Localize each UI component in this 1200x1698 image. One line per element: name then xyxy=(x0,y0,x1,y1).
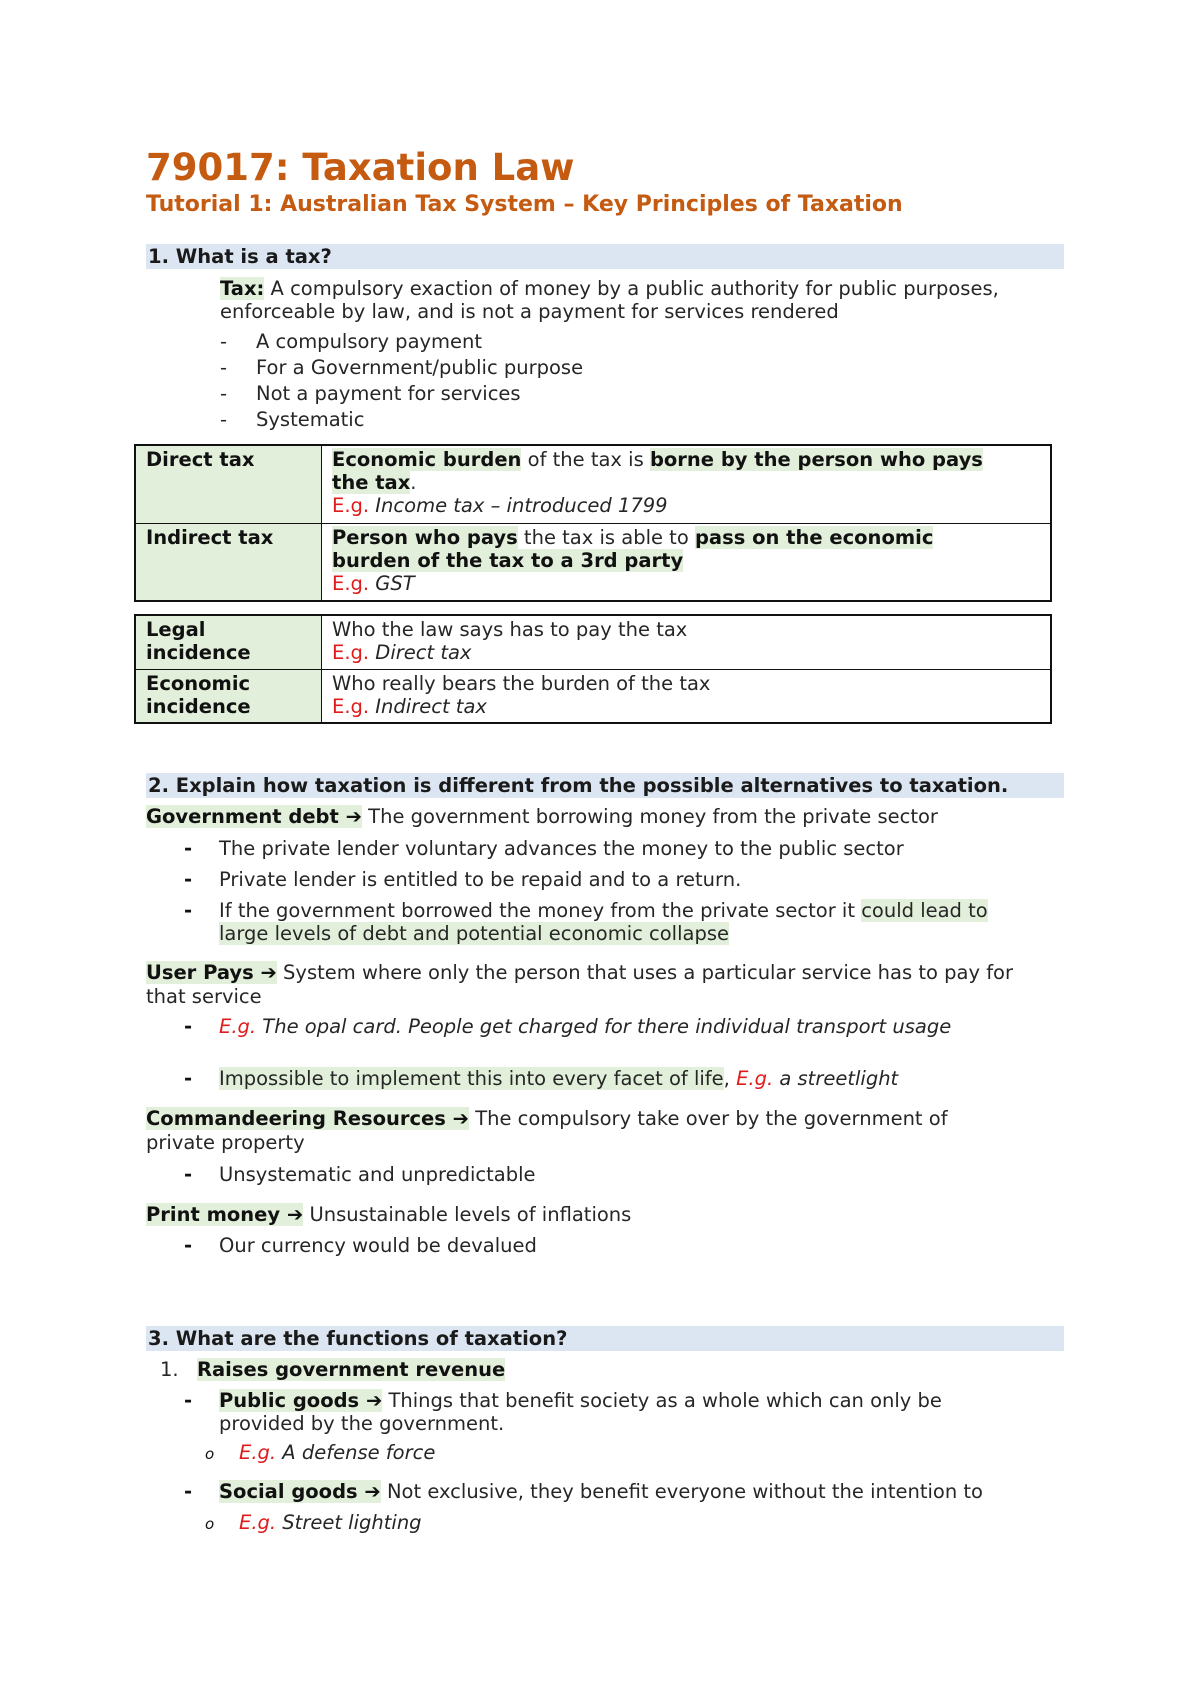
example-label: E.g. xyxy=(239,1511,277,1534)
public-goods-line2: provided by the government. xyxy=(219,1412,505,1435)
text: of the tax is xyxy=(521,448,650,471)
text: . xyxy=(410,471,417,494)
highlight-text: Economic burden xyxy=(332,448,522,471)
highlight-text: could lead to xyxy=(861,899,988,922)
bullet-dash: - xyxy=(184,868,193,891)
page-subtitle: Tutorial 1: Australian Tax System – Key Principles of Taxation xyxy=(146,192,903,217)
public-goods-line xyxy=(219,1389,942,1412)
indirect-tax-description xyxy=(322,523,1052,601)
list-item: Our currency would be devalued xyxy=(219,1234,537,1257)
user-pays-line xyxy=(146,961,1013,984)
highlight-text: Person who pays xyxy=(332,525,518,549)
label-line: incidence xyxy=(146,641,251,664)
example-text: A defense force xyxy=(276,1441,436,1464)
sub-bullet-marker: o xyxy=(205,1515,215,1533)
bullet-dash: - xyxy=(184,1234,193,1257)
text: If the government borrowed the money from the private sector it xyxy=(219,899,862,922)
list-item: Private lender is entitled to be repaid and to a return. xyxy=(219,868,742,891)
list-item: Not a payment for services xyxy=(256,382,521,405)
table-row xyxy=(135,445,1051,523)
direct-tax-label: Direct tax xyxy=(135,445,322,523)
tax-definition-label: Tax: xyxy=(220,277,265,300)
text: Things that benefit society as a whole which can only be xyxy=(382,1389,942,1412)
legal-incidence-description xyxy=(322,615,1052,669)
list-item xyxy=(219,1015,951,1038)
table-row xyxy=(135,523,1051,601)
highlight-text: pass on the economic xyxy=(694,525,934,549)
text: The government borrowing money from the private sector xyxy=(361,805,938,828)
list-item: Systematic xyxy=(256,408,365,431)
highlight-text: borne by the person who pays xyxy=(649,448,983,471)
question-2-heading: 2. Explain how taxation is different from the possible alternatives to taxation. xyxy=(148,774,1009,797)
bullet-dash: - xyxy=(184,899,193,922)
example-label: E.g. xyxy=(332,494,370,517)
user-pays-line2: that service xyxy=(146,985,262,1008)
list-item xyxy=(219,899,988,922)
tax-definition-line2: enforceable by law, and is not a payment for services rendered xyxy=(220,300,839,323)
text: Not exclusive, they benefit everyone without the intention to xyxy=(380,1480,983,1503)
page-title: 79017: Taxation Law xyxy=(146,146,575,189)
economic-incidence-label xyxy=(135,669,322,723)
list-item: The private lender voluntary advances the money to the public sector xyxy=(219,837,904,860)
function-item-number: 1. xyxy=(160,1358,179,1381)
bullet-dash: - xyxy=(220,356,228,379)
table-row xyxy=(135,669,1051,723)
commandeering-label: Commandeering Resources ➔ xyxy=(146,1107,469,1130)
indirect-tax-label: Indirect tax xyxy=(135,523,322,601)
text: System where only the person that uses a particular service has to pay for xyxy=(276,961,1014,984)
tax-definition-text: A compulsory exaction of money by a public authority for public purposes, xyxy=(264,277,999,300)
bullet-dash: - xyxy=(220,408,228,431)
commandeering-line xyxy=(146,1107,948,1130)
question-1-heading: 1. What is a tax? xyxy=(148,245,332,268)
table-row xyxy=(135,615,1051,669)
print-money-line xyxy=(146,1203,631,1226)
label-line: incidence xyxy=(146,694,251,718)
example-text: The opal card. People get charged for there individual transport usage xyxy=(256,1015,952,1038)
example-label: E.g. xyxy=(332,694,370,718)
label-line: Legal xyxy=(146,618,206,641)
example-text: a streetlight xyxy=(773,1067,899,1090)
economic-incidence-description xyxy=(322,669,1052,723)
list-item: Unsystematic and unpredictable xyxy=(219,1163,536,1186)
text: , xyxy=(723,1067,737,1090)
bullet-dash: - xyxy=(220,330,228,353)
list-item-continued xyxy=(219,922,729,945)
public-goods-label: Public goods ➔ xyxy=(219,1389,383,1412)
bullet-dash: - xyxy=(184,837,193,860)
incidence-table xyxy=(134,614,1052,724)
bullet-dash: - xyxy=(184,1389,193,1412)
highlight-text: large levels of debt and potential economic collapse xyxy=(219,922,729,945)
example-text: Income tax – introduced 1799 xyxy=(369,494,668,517)
text: Unsustainable levels of inflations xyxy=(303,1203,632,1226)
tax-type-table xyxy=(134,444,1052,602)
text: The compulsory take over by the government of xyxy=(469,1107,948,1130)
highlight-text: Raises government revenue xyxy=(197,1358,506,1381)
social-goods-line xyxy=(219,1480,983,1503)
sub-bullet-marker: o xyxy=(205,1445,215,1463)
government-debt-line xyxy=(146,805,938,828)
example-text: GST xyxy=(369,571,415,595)
bullet-dash: - xyxy=(184,1480,193,1503)
print-money-label: Print money ➔ xyxy=(146,1203,304,1226)
list-item xyxy=(239,1441,435,1464)
list-item xyxy=(219,1067,898,1090)
highlight-text: burden of the tax to a 3rd party xyxy=(332,548,684,572)
bullet-dash: - xyxy=(220,382,228,405)
list-item: A compulsory payment xyxy=(256,330,483,353)
example-label: E.g. xyxy=(332,641,370,664)
list-item: For a Government/public purpose xyxy=(256,356,584,379)
example-label: E.g. xyxy=(219,1015,257,1038)
function-item-1 xyxy=(197,1358,505,1381)
commandeering-line2: private property xyxy=(146,1131,305,1154)
user-pays-label: User Pays ➔ xyxy=(146,961,277,984)
example-label: E.g. xyxy=(239,1441,277,1464)
example-text: Indirect tax xyxy=(369,694,487,718)
direct-tax-description xyxy=(322,445,1052,523)
highlight-text: Impossible to implement this into every facet of life xyxy=(219,1067,724,1090)
text: Who the law says has to pay the tax xyxy=(332,618,688,641)
bullet-dash: - xyxy=(184,1163,193,1186)
example-text: Direct tax xyxy=(369,641,472,664)
list-item xyxy=(239,1511,422,1534)
question-3-heading: 3. What are the functions of taxation? xyxy=(148,1327,568,1350)
example-text: Street lighting xyxy=(276,1511,422,1534)
highlight-text: the tax xyxy=(332,471,411,494)
text: the tax is able to xyxy=(517,525,695,549)
example-label: E.g. xyxy=(332,571,370,595)
legal-incidence-label xyxy=(135,615,322,669)
tax-definition-line1 xyxy=(220,277,999,300)
label-line: Economic xyxy=(146,671,251,695)
example-label: E.g. xyxy=(736,1067,774,1090)
text: Who really bears the burden of the tax xyxy=(332,671,711,695)
government-debt-label: Government debt ➔ xyxy=(146,805,362,828)
social-goods-label: Social goods ➔ xyxy=(219,1480,381,1503)
bullet-dash: - xyxy=(184,1015,193,1038)
bullet-dash: - xyxy=(184,1067,193,1090)
